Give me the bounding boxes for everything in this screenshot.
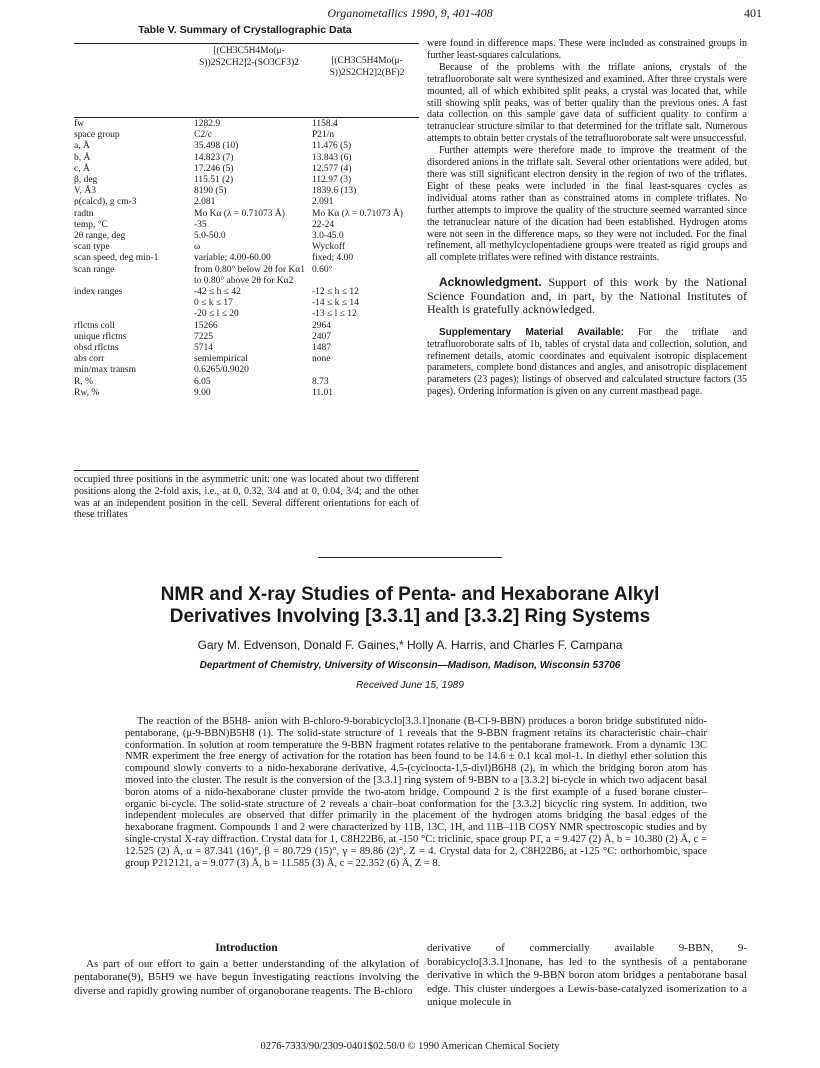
table-cell: 14.823 (7) [194, 152, 234, 163]
table-cell: 0.6265/0.9020 [194, 365, 249, 376]
table-cell: 2964 [312, 320, 331, 331]
table-cell: 6.05 [194, 376, 211, 387]
table-row-label: b, Å [74, 152, 91, 163]
table-row [74, 164, 419, 175]
left-column-paragraph: occupied three positions in the asymmetric unit: one was located about two different positions along the 2-fold axis, i.e., at 0, 0.32, 3/4 and at 0, 0.04, 3/4; and the other was at an independent position in the cell. Several different orientations for each of these triflates [74, 474, 419, 521]
table-body [74, 119, 419, 399]
table-row-label: c, Å [74, 163, 90, 174]
table-cell: 1839.6 (13) [312, 186, 357, 197]
table-cell: -42 ≤ h ≤ 42 0 ≤ k ≤ 17 -20 ≤ l ≤ 20 [194, 287, 241, 320]
table-row-label: 2θ range, deg [74, 231, 126, 242]
page-number: 401 [744, 6, 762, 20]
table-row [74, 365, 419, 376]
table-header [74, 44, 419, 118]
table-cell: 2407 [312, 331, 331, 342]
table-row-label: rflctns coll [74, 320, 115, 331]
table-row [74, 119, 419, 130]
table-cell: 1158.4 [312, 119, 338, 129]
right-column [427, 38, 747, 398]
table-cell: 2.081 [194, 197, 216, 208]
introduction-right-text: derivative of commercially available 9-BBN, 9-borabicyclo[3.3.1]nonane, has led to the synthesis of a pentaborane derivative in which the 9-BBN boron atom bridges a pentaborane basal edge. This cluster undergoes a Lewis-base-catalyzed isomerization to a unique molecule in [427, 942, 747, 1009]
table-row-label: fw [74, 119, 85, 129]
right-paragraph-1: were found in difference maps. These were included as constrained groups in further least-squares calculations. [427, 38, 747, 61]
table-mid-rule [74, 117, 419, 118]
table-cell: semiempirical [194, 354, 248, 365]
table-row-label: space group [74, 130, 120, 141]
table-cell: 11.01 [312, 387, 334, 398]
article-title-line-2: Derivatives Involving [3.3.1] and [3.3.2] Ring Systems [169, 606, 651, 627]
article-title-line-1: NMR and X-ray Studies of Penta- and Hexaborane Alkyl [160, 584, 660, 605]
table-row [74, 377, 419, 388]
table-row-label: scan type [74, 242, 110, 253]
table-cell: from 0.80° below 2θ for Kα1 to 0.80° above 2θ for Kα2 [194, 264, 305, 286]
table-cell: 8190 (5) [194, 186, 227, 197]
section-divider [318, 557, 502, 558]
table-cell: Wyckoff [312, 242, 346, 253]
table-cell: ω [194, 242, 201, 253]
table-cell: 12.577 (4) [312, 163, 352, 174]
table-cell: 3.0-45.0 [312, 231, 344, 242]
table-cell: P21/n [312, 130, 335, 141]
table-row [74, 220, 419, 231]
acknowledgment-heading: Acknowledgment. [439, 275, 542, 290]
table-row-label: scan range [74, 264, 115, 275]
table-cell: 5714 [194, 343, 213, 354]
right-paragraph-3: Further attempts were therefore made to improve the treatment of the disordered anions in the triflate salt. Several other orientations were added, but there was still significant electron density in the region of two of the triflates. Eight of these peaks were included in the final least-squares cycles as individual atoms rather than as constrained atoms in complete triflates. No further attempts to improve the quality of the structure seemed warranted since the tetranuclear nature of the dication had been established. Hydrogen atoms were not seen in the difference maps, so they were not included. For the final refinement, all methylcyclopentadiene groups were treated as rigid groups and all complete triflates were refined with distance restraints. [427, 145, 747, 264]
table-cell: 112.97 (3) [312, 175, 352, 186]
received-date: Received June 15, 1989 [356, 680, 464, 691]
table-cell: none [312, 354, 331, 365]
acknowledgment [427, 276, 747, 317]
table-cell: 17.246 (5) [194, 163, 234, 174]
table-row [74, 321, 419, 332]
supplementary-heading: Supplementary Material Available: [439, 326, 624, 338]
table-row [74, 388, 419, 399]
table-col2-header: [(CH3C5H4Mo(μ-S))2S2CH2]2(BF)2 [329, 56, 405, 78]
table-cell: 11.476 (5) [312, 141, 352, 152]
table-cell: 7225 [194, 331, 213, 342]
table-row [74, 186, 419, 197]
table-cell: C2/c [194, 130, 212, 141]
right-paragraph-2: Because of the problems with the triflate anions, crystals of the tetrafluoroborate salt were synthesized and examined. After three crystals were mounted, all of which exhibited split peaks, a crystal was located that, while still showing split peaks, was of better quality than the previous ones. A fast data collection on this sample gave data of sufficient quality to confirm a tetranuclear structure similar to that determined for the triflate salt. Numerous attempts to obtain better crystals of the tetrafluoroborate salt were unsuccessful. [427, 61, 747, 145]
table-bottom-rule [74, 470, 419, 471]
table-row-label: Rw, % [74, 387, 100, 398]
table-row [74, 242, 419, 253]
table-title: Table V. Summary of Crystallographic Data [138, 24, 352, 36]
table-row [74, 209, 419, 220]
authors: Gary M. Edvenson, Donald F. Gaines,* Holly A. Harris, and Charles F. Campana [197, 638, 623, 652]
table-row-label: min/max transm [74, 365, 137, 376]
table-row-label: V, Å3 [74, 186, 96, 197]
table-cell: Mo Kα (λ = 0.71073 Å) [194, 208, 285, 219]
supplementary-body: For the triflate and tetrafluoroborate salts of 1b, tables of crystal data and collection, solution, and refinement details, atomic coordinates and equivalent isotropic displacement parameters, complete bond distances and angles, and anisotropic displacement parameters (23 pages); listings of observed and calculated structure factors (35 pages). Ordering information is given on any current masthead page. [427, 326, 748, 398]
table-cell: variable; 4.00-60.00 [194, 253, 271, 264]
table-row [74, 287, 419, 321]
table-col1-header: [(CH3C5H4Mo(μ-S))2S2CH2]2-(SO3CF3)2 [199, 46, 299, 68]
table-row [74, 265, 419, 287]
table-row [74, 130, 419, 141]
table-row-label: radtn [74, 208, 94, 219]
footer-copyright: 0276-7333/90/2309-0401$02.50/0 © 1990 American Chemical Society [260, 1041, 560, 1052]
abstract: The reaction of the B5H8- anion with B-chloro-9-borabicyclo[3.3.1]nonane (B-Cl-9-BBN) produces a boron bridge substituted nido-pentaborane, (μ-9-BBN)B5H8 (1). The solid-state structure of 1 reveals that the 9-BBN fragment retains its characteristic chair–chair conformation. In solution at room temperature the 9-BBN fragment rotates relative to the pentaborane framework. From a dynamic 13C NMR experiment the free energy of activation for the rotation has been found to be 14.6 ± 0.1 kcal mol-1. In diethyl ether solution this compound slowly converts to a nido-hexaborane derivative, 4,5-(cycloocta-1,5-diyl)B6H8 (2), in which the bridging boron atom has moved into the cluster. The result is the conversion of the [3.3.1] ring system of 9-BBN to a [3.3.2] bi-cycle in which two adjacent basal boron atoms of a nido-hexaborane cluster provide the two-atom bridge. Compound 2 is the first example of a fused borane cluster–organic bi-cycle. The solid-state structure of 2 reveals a chair–boat conformation for the [3.3.2] bicyclic ring system. In addition, two independent molecules are observed that differ primarily in the placement of the hydrogen atoms bridging the basal edges of the hexaborane fragment. Compounds 1 and 2 were characterized by 11B, 13C, 1H, and 11B–11B COSY NMR spectroscopic studies and by single-crystal X-ray diffraction. Crystal data for 1, C8H22B6, at -150 °C: triclinic, space group P1̄, a = 9.427 (2) Å, b = 10.380 (2) Å, c = 12.525 (2) Å, α = 87.341 (16)°, β = 80.729 (15)°, γ = 89.86 (2)°, Z = 4. Crystal data for 2, C8H22B6, at -125 °C: orthorhombic, space group P212121, a = 9.077 (3) Å, b = 11.585 (3) Å, c = 22.352 (6) Å, Z = 8. [125, 716, 707, 869]
table-cell: 35.498 (10) [194, 141, 239, 152]
table-row-label: temp, °C [74, 219, 108, 230]
table-row [74, 197, 419, 208]
table-cell: 0.60° [312, 264, 333, 275]
table-cell: 115.51 (2) [194, 175, 234, 186]
table-row-label: β, deg [74, 175, 98, 186]
table-row-label: scan speed, deg min-1 [74, 253, 159, 264]
table-cell: 5.0-50.0 [194, 231, 226, 242]
table-cell: fixed; 4.00 [312, 253, 354, 264]
table-cell: -35 [194, 219, 207, 230]
table-row-label: abs corr [74, 354, 105, 365]
acknowledgment-body: Support of this work by the National Science Foundation and, in part, by the National Institutes of Health is gratefully acknowledged. [427, 275, 748, 317]
introduction-left-text: As part of our effort to gain a better understanding of the alkylation of pentaborane(9), B5H9 we have begun investigating reactions involving the diverse and rapidly growing number of organoborane reagents. The B-chloro [74, 957, 419, 997]
table-row-label: index ranges [74, 287, 123, 298]
table-row-label: obsd rflctns [74, 343, 119, 354]
table-row-label: ρ(calcd), g cm-3 [74, 197, 137, 208]
table-cell: -12 ≤ h ≤ 12 -14 ≤ k ≤ 14 -13 ≤ l ≤ 12 [312, 287, 359, 320]
table-row [74, 354, 419, 365]
table-cell: 13.843 (6) [312, 152, 352, 163]
table-row-label: R, % [74, 376, 93, 387]
table-cell: 2.091 [312, 197, 334, 208]
table-cell: Mo Kα (λ = 0.71073 Å) [312, 208, 403, 219]
table-row [74, 231, 419, 242]
table-row [74, 175, 419, 186]
table-cell: 1282.9 [194, 119, 221, 129]
supplementary-material [427, 327, 747, 398]
article-title [60, 584, 760, 628]
table-cell: 1487 [312, 343, 331, 354]
table-cell: 9.00 [194, 387, 211, 398]
table-cell: 8.73 [312, 376, 329, 387]
table-row [74, 253, 419, 264]
introduction-heading: Introduction [215, 942, 278, 954]
table-row [74, 332, 419, 343]
table-row-label: unique rflctns [74, 331, 127, 342]
introduction-left [74, 942, 419, 998]
table-cell: 22-24 [312, 219, 335, 230]
table-cell: 15266 [194, 320, 218, 331]
affiliation: Department of Chemistry, University of Wisconsin—Madison, Madison, Wisconsin 53706 [199, 660, 621, 671]
table-row-label: a, Å [74, 141, 90, 152]
table-row [74, 141, 419, 152]
table-row [74, 153, 419, 164]
journal-header: Organometallics 1990, 9, 401-408 [327, 6, 493, 20]
table-row [74, 343, 419, 354]
